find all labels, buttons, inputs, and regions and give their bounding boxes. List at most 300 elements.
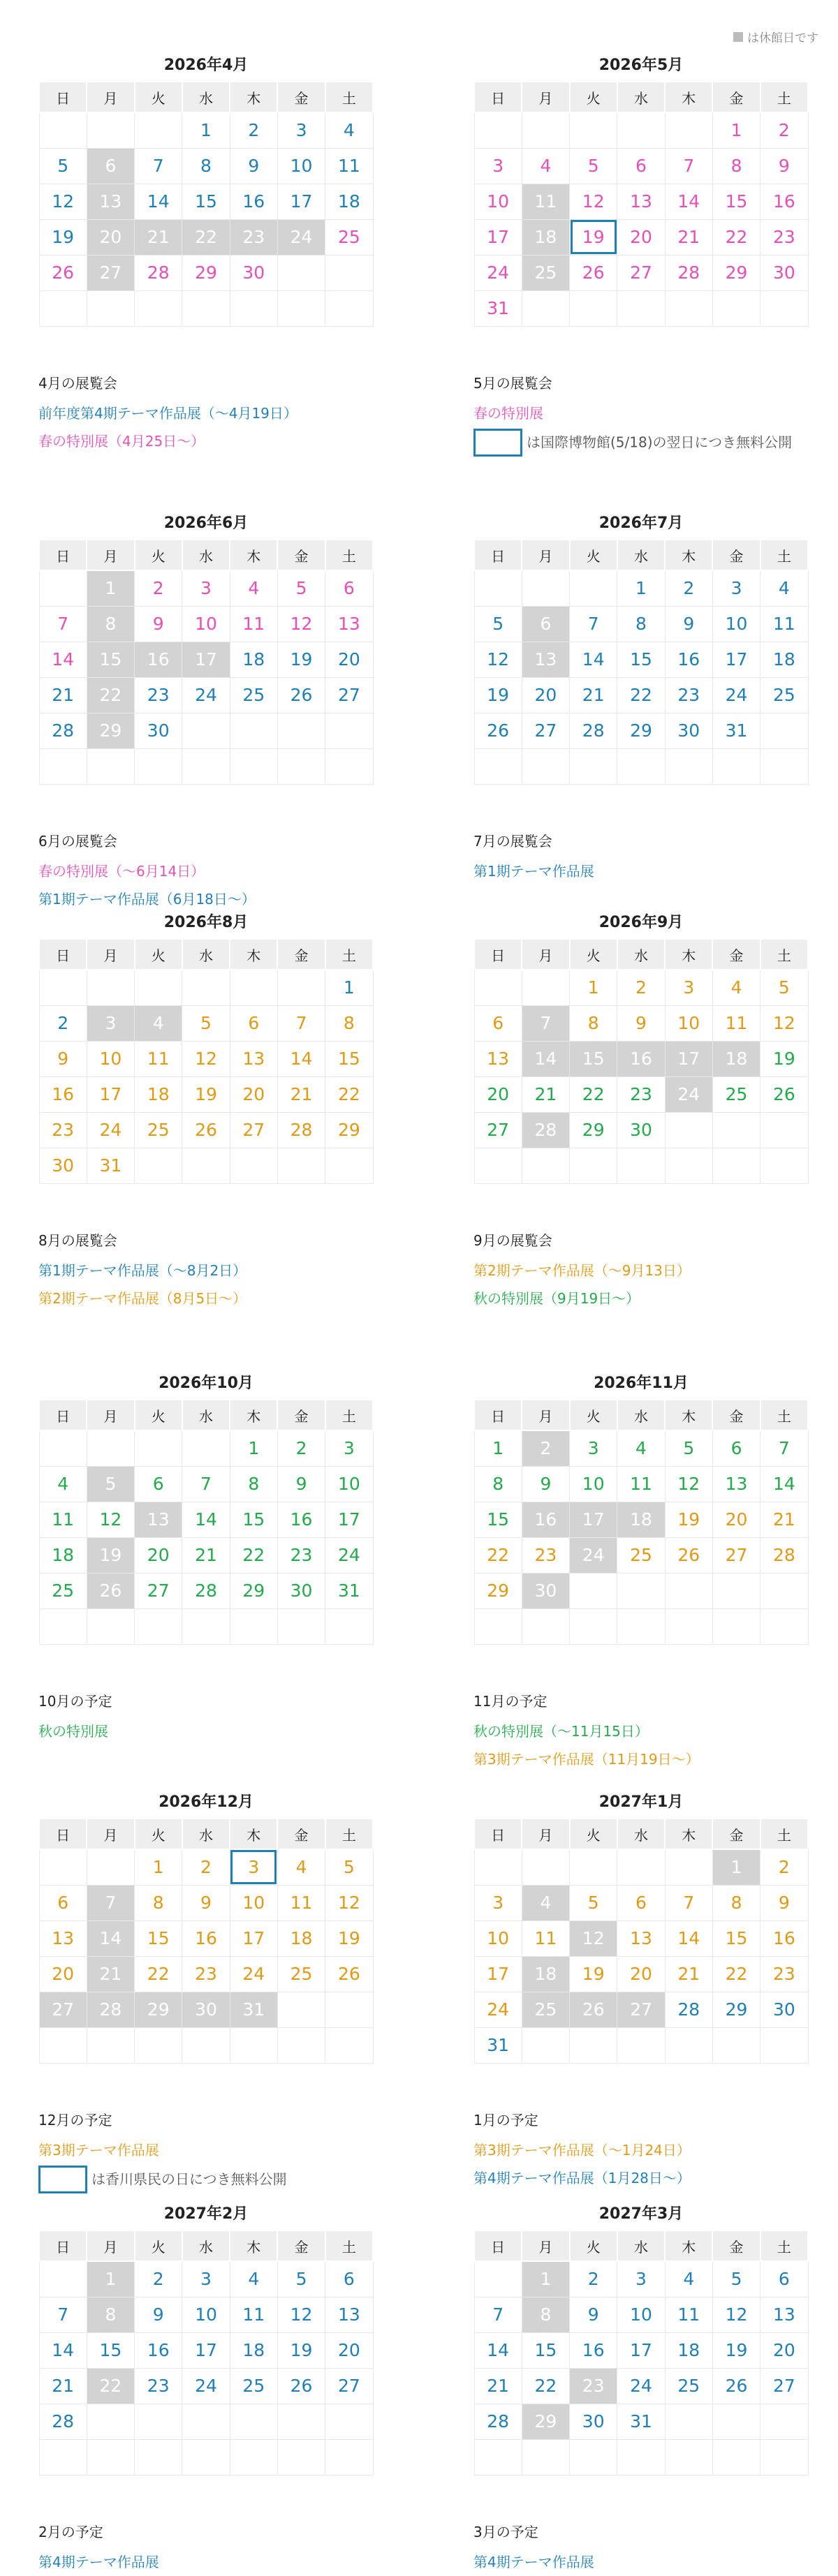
calendar-day[interactable]: 21 <box>87 1956 134 1992</box>
calendar-day[interactable]: 8 <box>87 2297 134 2332</box>
calendar-day[interactable]: 23 <box>665 677 712 713</box>
calendar-day[interactable]: 26 <box>277 677 325 713</box>
calendar-day[interactable]: 1 <box>712 1849 760 1885</box>
calendar-day[interactable]: 22 <box>182 219 230 255</box>
calendar-day[interactable]: 19 <box>277 642 325 677</box>
calendar-day[interactable]: 1 <box>135 1849 182 1885</box>
calendar-day[interactable]: 31 <box>474 2027 522 2063</box>
calendar-day[interactable]: 20 <box>760 2332 808 2368</box>
calendar-day[interactable]: 19 <box>277 2332 325 2368</box>
calendar-day[interactable]: 13 <box>325 2297 373 2332</box>
calendar-day[interactable]: 15 <box>522 2332 569 2368</box>
calendar-day[interactable]: 11 <box>665 2297 712 2332</box>
calendar-day[interactable]: 8 <box>325 1005 373 1041</box>
calendar-day[interactable]: 25 <box>135 1112 182 1148</box>
calendar-day[interactable]: 21 <box>182 1537 230 1573</box>
calendar-day[interactable]: 17 <box>87 1076 134 1112</box>
calendar-day[interactable]: 18 <box>522 219 569 255</box>
calendar-day[interactable]: 30 <box>135 713 182 748</box>
calendar-day[interactable]: 25 <box>277 1956 325 1992</box>
calendar-day[interactable]: 4 <box>760 570 808 606</box>
calendar-day[interactable]: 7 <box>665 148 712 184</box>
calendar-day[interactable]: 3 <box>182 2261 230 2297</box>
calendar-day[interactable]: 29 <box>522 2404 569 2439</box>
calendar-day[interactable]: 17 <box>474 1956 522 1992</box>
calendar-day[interactable]: 29 <box>182 255 230 290</box>
calendar-day[interactable]: 28 <box>474 2404 522 2439</box>
calendar-day[interactable]: 14 <box>135 184 182 219</box>
calendar-day[interactable]: 24 <box>617 2368 665 2404</box>
calendar-day[interactable]: 14 <box>474 2332 522 2368</box>
calendar-day[interactable]: 7 <box>570 606 617 642</box>
calendar-day[interactable]: 2 <box>665 570 712 606</box>
calendar-day[interactable]: 23 <box>570 2368 617 2404</box>
calendar-day[interactable]: 14 <box>39 2332 87 2368</box>
calendar-day[interactable]: 27 <box>617 255 665 290</box>
calendar-day[interactable]: 6 <box>760 2261 808 2297</box>
calendar-day[interactable]: 22 <box>135 1956 182 1992</box>
calendar-day[interactable]: 22 <box>570 1076 617 1112</box>
calendar-day[interactable]: 8 <box>712 148 760 184</box>
calendar-day[interactable]: 27 <box>87 255 134 290</box>
calendar-day[interactable]: 16 <box>135 2332 182 2368</box>
calendar-day[interactable]: 26 <box>712 2368 760 2404</box>
calendar-day[interactable]: 13 <box>135 1502 182 1537</box>
calendar-day[interactable]: 14 <box>277 1041 325 1076</box>
calendar-day[interactable]: 18 <box>277 1920 325 1956</box>
calendar-day[interactable]: 3 <box>665 970 712 1005</box>
calendar-day[interactable]: 7 <box>522 1005 569 1041</box>
calendar-day[interactable]: 23 <box>760 1956 808 1992</box>
calendar-day[interactable]: 24 <box>277 219 325 255</box>
calendar-day[interactable]: 26 <box>277 2368 325 2404</box>
calendar-day[interactable]: 11 <box>522 184 569 219</box>
calendar-day[interactable]: 17 <box>474 219 522 255</box>
calendar-day[interactable]: 18 <box>522 1956 569 1992</box>
calendar-day[interactable]: 19 <box>760 1041 808 1076</box>
calendar-day[interactable]: 8 <box>135 1885 182 1920</box>
calendar-day[interactable]: 12 <box>570 1920 617 1956</box>
calendar-day[interactable]: 28 <box>570 713 617 748</box>
calendar-day[interactable]: 24 <box>182 677 230 713</box>
calendar-day[interactable]: 24 <box>474 1992 522 2027</box>
calendar-day[interactable]: 13 <box>39 1920 87 1956</box>
calendar-day[interactable]: 26 <box>39 255 87 290</box>
calendar-day[interactable]: 1 <box>182 112 230 148</box>
calendar-day[interactable]: 21 <box>277 1076 325 1112</box>
calendar-day[interactable]: 23 <box>522 1537 569 1573</box>
calendar-day[interactable]: 3 <box>230 1849 277 1885</box>
calendar-day[interactable]: 28 <box>665 1992 712 2027</box>
calendar-day[interactable]: 28 <box>277 1112 325 1148</box>
calendar-day[interactable]: 1 <box>474 1430 522 1466</box>
calendar-day[interactable]: 11 <box>617 1466 665 1502</box>
calendar-day[interactable]: 2 <box>760 1849 808 1885</box>
calendar-day[interactable]: 7 <box>39 2297 87 2332</box>
calendar-day[interactable]: 8 <box>182 148 230 184</box>
calendar-day[interactable]: 10 <box>277 148 325 184</box>
calendar-day[interactable]: 22 <box>87 2368 134 2404</box>
calendar-day[interactable]: 13 <box>87 184 134 219</box>
calendar-day[interactable]: 13 <box>712 1466 760 1502</box>
calendar-day[interactable]: 9 <box>760 148 808 184</box>
calendar-day[interactable]: 8 <box>230 1466 277 1502</box>
calendar-day[interactable]: 29 <box>712 255 760 290</box>
calendar-day[interactable]: 17 <box>570 1502 617 1537</box>
calendar-day[interactable]: 2 <box>570 2261 617 2297</box>
calendar-day[interactable]: 4 <box>522 1885 569 1920</box>
calendar-day[interactable]: 30 <box>522 1573 569 1608</box>
calendar-day[interactable]: 8 <box>522 2297 569 2332</box>
calendar-day[interactable]: 18 <box>617 1502 665 1537</box>
calendar-day[interactable]: 16 <box>665 642 712 677</box>
calendar-day[interactable]: 4 <box>230 570 277 606</box>
calendar-day[interactable]: 2 <box>230 112 277 148</box>
calendar-day[interactable]: 21 <box>665 219 712 255</box>
calendar-day[interactable]: 8 <box>87 606 134 642</box>
calendar-day[interactable]: 17 <box>665 1041 712 1076</box>
calendar-day[interactable]: 9 <box>760 1885 808 1920</box>
calendar-day[interactable]: 18 <box>230 642 277 677</box>
calendar-day[interactable]: 27 <box>522 713 569 748</box>
calendar-day[interactable]: 16 <box>277 1502 325 1537</box>
calendar-day[interactable]: 28 <box>39 713 87 748</box>
calendar-day[interactable]: 21 <box>39 677 87 713</box>
calendar-day[interactable]: 29 <box>712 1992 760 2027</box>
calendar-day[interactable]: 18 <box>665 2332 712 2368</box>
calendar-day[interactable]: 2 <box>277 1430 325 1466</box>
calendar-day[interactable]: 22 <box>617 677 665 713</box>
calendar-day[interactable]: 5 <box>760 970 808 1005</box>
calendar-day[interactable]: 5 <box>570 1885 617 1920</box>
calendar-day[interactable]: 4 <box>135 1005 182 1041</box>
calendar-day[interactable]: 26 <box>474 713 522 748</box>
calendar-day[interactable]: 15 <box>87 642 134 677</box>
calendar-day[interactable]: 25 <box>230 2368 277 2404</box>
calendar-day[interactable]: 12 <box>277 606 325 642</box>
calendar-day[interactable]: 9 <box>665 606 712 642</box>
calendar-day[interactable]: 25 <box>760 677 808 713</box>
calendar-day[interactable]: 21 <box>760 1502 808 1537</box>
calendar-day[interactable]: 28 <box>760 1537 808 1573</box>
calendar-day[interactable]: 31 <box>325 1573 373 1608</box>
calendar-day[interactable]: 6 <box>87 148 134 184</box>
calendar-day[interactable]: 22 <box>522 2368 569 2404</box>
calendar-day[interactable]: 14 <box>665 184 712 219</box>
calendar-day[interactable]: 29 <box>617 713 665 748</box>
calendar-day[interactable]: 16 <box>135 642 182 677</box>
calendar-day[interactable]: 4 <box>522 148 569 184</box>
calendar-day[interactable]: 12 <box>474 642 522 677</box>
calendar-day[interactable]: 9 <box>39 1041 87 1076</box>
calendar-day[interactable]: 3 <box>570 1430 617 1466</box>
calendar-day[interactable]: 26 <box>570 255 617 290</box>
calendar-day[interactable]: 28 <box>182 1573 230 1608</box>
calendar-day[interactable]: 5 <box>182 1005 230 1041</box>
calendar-day[interactable]: 26 <box>570 1992 617 2027</box>
calendar-day[interactable]: 25 <box>617 1537 665 1573</box>
calendar-day[interactable]: 20 <box>474 1076 522 1112</box>
calendar-day[interactable]: 6 <box>617 1885 665 1920</box>
calendar-day[interactable]: 7 <box>182 1466 230 1502</box>
calendar-day[interactable]: 20 <box>87 219 134 255</box>
calendar-day[interactable]: 11 <box>135 1041 182 1076</box>
calendar-day[interactable]: 16 <box>182 1920 230 1956</box>
calendar-day[interactable]: 27 <box>230 1112 277 1148</box>
calendar-day[interactable]: 4 <box>39 1466 87 1502</box>
calendar-day[interactable]: 3 <box>474 148 522 184</box>
calendar-day[interactable]: 5 <box>474 606 522 642</box>
calendar-day[interactable]: 24 <box>325 1537 373 1573</box>
calendar-day[interactable]: 27 <box>712 1537 760 1573</box>
calendar-day[interactable]: 12 <box>87 1502 134 1537</box>
calendar-day[interactable]: 30 <box>760 1992 808 2027</box>
calendar-day[interactable]: 22 <box>712 1956 760 1992</box>
calendar-day[interactable]: 26 <box>760 1076 808 1112</box>
calendar-day[interactable]: 30 <box>230 255 277 290</box>
calendar-day[interactable]: 4 <box>617 1430 665 1466</box>
calendar-day[interactable]: 27 <box>39 1992 87 2027</box>
calendar-day[interactable]: 5 <box>87 1466 134 1502</box>
calendar-day[interactable]: 10 <box>474 1920 522 1956</box>
calendar-day[interactable]: 28 <box>665 255 712 290</box>
calendar-day[interactable]: 19 <box>570 1956 617 1992</box>
calendar-day[interactable]: 23 <box>617 1076 665 1112</box>
calendar-day[interactable]: 31 <box>474 290 522 326</box>
calendar-day[interactable]: 21 <box>474 2368 522 2404</box>
calendar-day[interactable]: 27 <box>325 2368 373 2404</box>
calendar-day[interactable]: 28 <box>87 1992 134 2027</box>
calendar-day[interactable]: 29 <box>135 1992 182 2027</box>
calendar-day[interactable]: 10 <box>570 1466 617 1502</box>
calendar-day[interactable]: 14 <box>665 1920 712 1956</box>
calendar-day[interactable]: 11 <box>277 1885 325 1920</box>
calendar-day[interactable]: 15 <box>712 1920 760 1956</box>
calendar-day[interactable]: 20 <box>135 1537 182 1573</box>
calendar-day[interactable]: 16 <box>760 1920 808 1956</box>
calendar-day[interactable]: 1 <box>325 970 373 1005</box>
calendar-day[interactable]: 28 <box>135 255 182 290</box>
calendar-day[interactable]: 23 <box>277 1537 325 1573</box>
calendar-day[interactable]: 24 <box>570 1537 617 1573</box>
calendar-day[interactable]: 16 <box>760 184 808 219</box>
calendar-day[interactable]: 23 <box>39 1112 87 1148</box>
calendar-day[interactable]: 6 <box>325 2261 373 2297</box>
calendar-day[interactable]: 30 <box>760 255 808 290</box>
calendar-day[interactable]: 1 <box>570 970 617 1005</box>
calendar-day[interactable]: 5 <box>277 570 325 606</box>
calendar-day[interactable]: 17 <box>712 642 760 677</box>
calendar-day[interactable]: 9 <box>617 1005 665 1041</box>
calendar-day[interactable]: 10 <box>665 1005 712 1041</box>
calendar-day[interactable]: 20 <box>325 642 373 677</box>
calendar-day[interactable]: 24 <box>665 1076 712 1112</box>
calendar-day[interactable]: 8 <box>570 1005 617 1041</box>
calendar-day[interactable]: 9 <box>135 606 182 642</box>
calendar-day[interactable]: 15 <box>230 1502 277 1537</box>
calendar-day[interactable]: 5 <box>570 148 617 184</box>
calendar-day[interactable]: 5 <box>39 148 87 184</box>
calendar-day[interactable]: 19 <box>182 1076 230 1112</box>
calendar-day[interactable]: 14 <box>182 1502 230 1537</box>
calendar-day[interactable]: 24 <box>474 255 522 290</box>
calendar-day[interactable]: 3 <box>182 570 230 606</box>
calendar-day[interactable]: 16 <box>617 1041 665 1076</box>
calendar-day[interactable]: 29 <box>230 1573 277 1608</box>
calendar-day[interactable]: 8 <box>617 606 665 642</box>
calendar-day[interactable]: 25 <box>522 255 569 290</box>
calendar-day[interactable]: 16 <box>570 2332 617 2368</box>
calendar-day[interactable]: 20 <box>617 1956 665 1992</box>
calendar-day[interactable]: 20 <box>712 1502 760 1537</box>
calendar-day[interactable]: 23 <box>230 219 277 255</box>
calendar-day[interactable]: 20 <box>617 219 665 255</box>
calendar-day[interactable]: 31 <box>712 713 760 748</box>
calendar-day[interactable]: 23 <box>135 2368 182 2404</box>
calendar-day[interactable]: 13 <box>325 606 373 642</box>
calendar-day[interactable]: 17 <box>182 2332 230 2368</box>
calendar-day[interactable]: 28 <box>522 1112 569 1148</box>
calendar-day[interactable]: 13 <box>617 184 665 219</box>
calendar-day[interactable]: 31 <box>230 1992 277 2027</box>
calendar-day[interactable]: 2 <box>617 970 665 1005</box>
calendar-day[interactable]: 21 <box>39 2368 87 2404</box>
calendar-day[interactable]: 4 <box>325 112 373 148</box>
calendar-day[interactable]: 15 <box>474 1502 522 1537</box>
calendar-day[interactable]: 28 <box>39 2404 87 2439</box>
calendar-day[interactable]: 11 <box>325 148 373 184</box>
calendar-day[interactable]: 27 <box>760 2368 808 2404</box>
calendar-day[interactable]: 5 <box>712 2261 760 2297</box>
calendar-day[interactable]: 30 <box>570 2404 617 2439</box>
calendar-day[interactable]: 7 <box>135 148 182 184</box>
calendar-day[interactable]: 10 <box>712 606 760 642</box>
calendar-day[interactable]: 16 <box>522 1502 569 1537</box>
calendar-day[interactable]: 16 <box>39 1076 87 1112</box>
calendar-day[interactable]: 22 <box>230 1537 277 1573</box>
calendar-day[interactable]: 25 <box>522 1992 569 2027</box>
calendar-day[interactable]: 11 <box>760 606 808 642</box>
calendar-day[interactable]: 10 <box>182 606 230 642</box>
calendar-day[interactable]: 14 <box>39 642 87 677</box>
calendar-day[interactable]: 11 <box>230 606 277 642</box>
calendar-day[interactable]: 20 <box>325 2332 373 2368</box>
calendar-day[interactable]: 2 <box>522 1430 569 1466</box>
calendar-day[interactable]: 3 <box>474 1885 522 1920</box>
calendar-day[interactable]: 8 <box>474 1466 522 1502</box>
calendar-day[interactable]: 19 <box>39 219 87 255</box>
calendar-day[interactable]: 7 <box>474 2297 522 2332</box>
calendar-day[interactable]: 26 <box>87 1573 134 1608</box>
calendar-day[interactable]: 3 <box>617 2261 665 2297</box>
calendar-day[interactable]: 18 <box>39 1537 87 1573</box>
calendar-day[interactable]: 1 <box>617 570 665 606</box>
calendar-day[interactable]: 5 <box>325 1849 373 1885</box>
calendar-day[interactable]: 22 <box>712 219 760 255</box>
calendar-day[interactable]: 31 <box>617 2404 665 2439</box>
calendar-day[interactable]: 2 <box>135 570 182 606</box>
calendar-day[interactable]: 16 <box>230 184 277 219</box>
calendar-day[interactable]: 15 <box>712 184 760 219</box>
calendar-day[interactable]: 9 <box>570 2297 617 2332</box>
calendar-day[interactable]: 13 <box>617 1920 665 1956</box>
calendar-day[interactable]: 29 <box>570 1112 617 1148</box>
calendar-day[interactable]: 12 <box>39 184 87 219</box>
calendar-day[interactable]: 13 <box>230 1041 277 1076</box>
calendar-day[interactable]: 20 <box>39 1956 87 1992</box>
calendar-day[interactable]: 25 <box>230 677 277 713</box>
calendar-day[interactable]: 12 <box>570 184 617 219</box>
calendar-day[interactable]: 29 <box>474 1573 522 1608</box>
calendar-day[interactable]: 24 <box>182 2368 230 2404</box>
calendar-day[interactable]: 21 <box>135 219 182 255</box>
calendar-day[interactable]: 29 <box>325 1112 373 1148</box>
calendar-day[interactable]: 18 <box>760 642 808 677</box>
calendar-day[interactable]: 20 <box>522 677 569 713</box>
calendar-day[interactable]: 24 <box>230 1956 277 1992</box>
calendar-day[interactable]: 19 <box>325 1920 373 1956</box>
calendar-day[interactable]: 1 <box>712 112 760 148</box>
calendar-day[interactable]: 30 <box>277 1573 325 1608</box>
calendar-day[interactable]: 12 <box>182 1041 230 1076</box>
calendar-day[interactable]: 4 <box>230 2261 277 2297</box>
calendar-day[interactable]: 10 <box>87 1041 134 1076</box>
calendar-day[interactable]: 2 <box>39 1005 87 1041</box>
calendar-day[interactable]: 30 <box>665 713 712 748</box>
calendar-day[interactable]: 18 <box>325 184 373 219</box>
calendar-day[interactable]: 14 <box>522 1041 569 1076</box>
calendar-day[interactable]: 6 <box>617 148 665 184</box>
calendar-day[interactable]: 4 <box>712 970 760 1005</box>
calendar-day[interactable]: 3 <box>712 570 760 606</box>
calendar-day[interactable]: 21 <box>522 1076 569 1112</box>
calendar-day[interactable]: 2 <box>760 112 808 148</box>
calendar-day[interactable]: 5 <box>665 1430 712 1466</box>
calendar-day[interactable]: 11 <box>522 1920 569 1956</box>
calendar-day[interactable]: 6 <box>522 606 569 642</box>
calendar-day[interactable]: 25 <box>39 1573 87 1608</box>
calendar-day[interactable]: 14 <box>760 1466 808 1502</box>
calendar-day[interactable]: 12 <box>277 2297 325 2332</box>
calendar-day[interactable]: 12 <box>665 1466 712 1502</box>
calendar-day[interactable]: 15 <box>135 1920 182 1956</box>
calendar-day[interactable]: 19 <box>474 677 522 713</box>
calendar-day[interactable]: 17 <box>277 184 325 219</box>
calendar-day[interactable]: 26 <box>665 1537 712 1573</box>
calendar-day[interactable]: 25 <box>325 219 373 255</box>
calendar-day[interactable]: 24 <box>712 677 760 713</box>
calendar-day[interactable]: 8 <box>712 1885 760 1920</box>
calendar-day[interactable]: 1 <box>87 570 134 606</box>
calendar-day[interactable]: 1 <box>87 2261 134 2297</box>
calendar-day[interactable]: 10 <box>182 2297 230 2332</box>
calendar-day[interactable]: 27 <box>474 1112 522 1148</box>
calendar-day[interactable]: 7 <box>39 606 87 642</box>
calendar-day[interactable]: 23 <box>760 219 808 255</box>
calendar-day[interactable]: 17 <box>182 642 230 677</box>
calendar-day[interactable]: 11 <box>39 1502 87 1537</box>
calendar-day[interactable]: 17 <box>325 1502 373 1537</box>
calendar-day[interactable]: 11 <box>712 1005 760 1041</box>
calendar-day[interactable]: 6 <box>135 1466 182 1502</box>
calendar-day[interactable]: 12 <box>325 1885 373 1920</box>
calendar-day[interactable]: 6 <box>39 1885 87 1920</box>
calendar-day[interactable]: 10 <box>325 1466 373 1502</box>
calendar-day[interactable]: 3 <box>87 1005 134 1041</box>
calendar-day[interactable]: 3 <box>325 1430 373 1466</box>
calendar-day[interactable]: 4 <box>665 2261 712 2297</box>
calendar-day[interactable]: 6 <box>325 570 373 606</box>
